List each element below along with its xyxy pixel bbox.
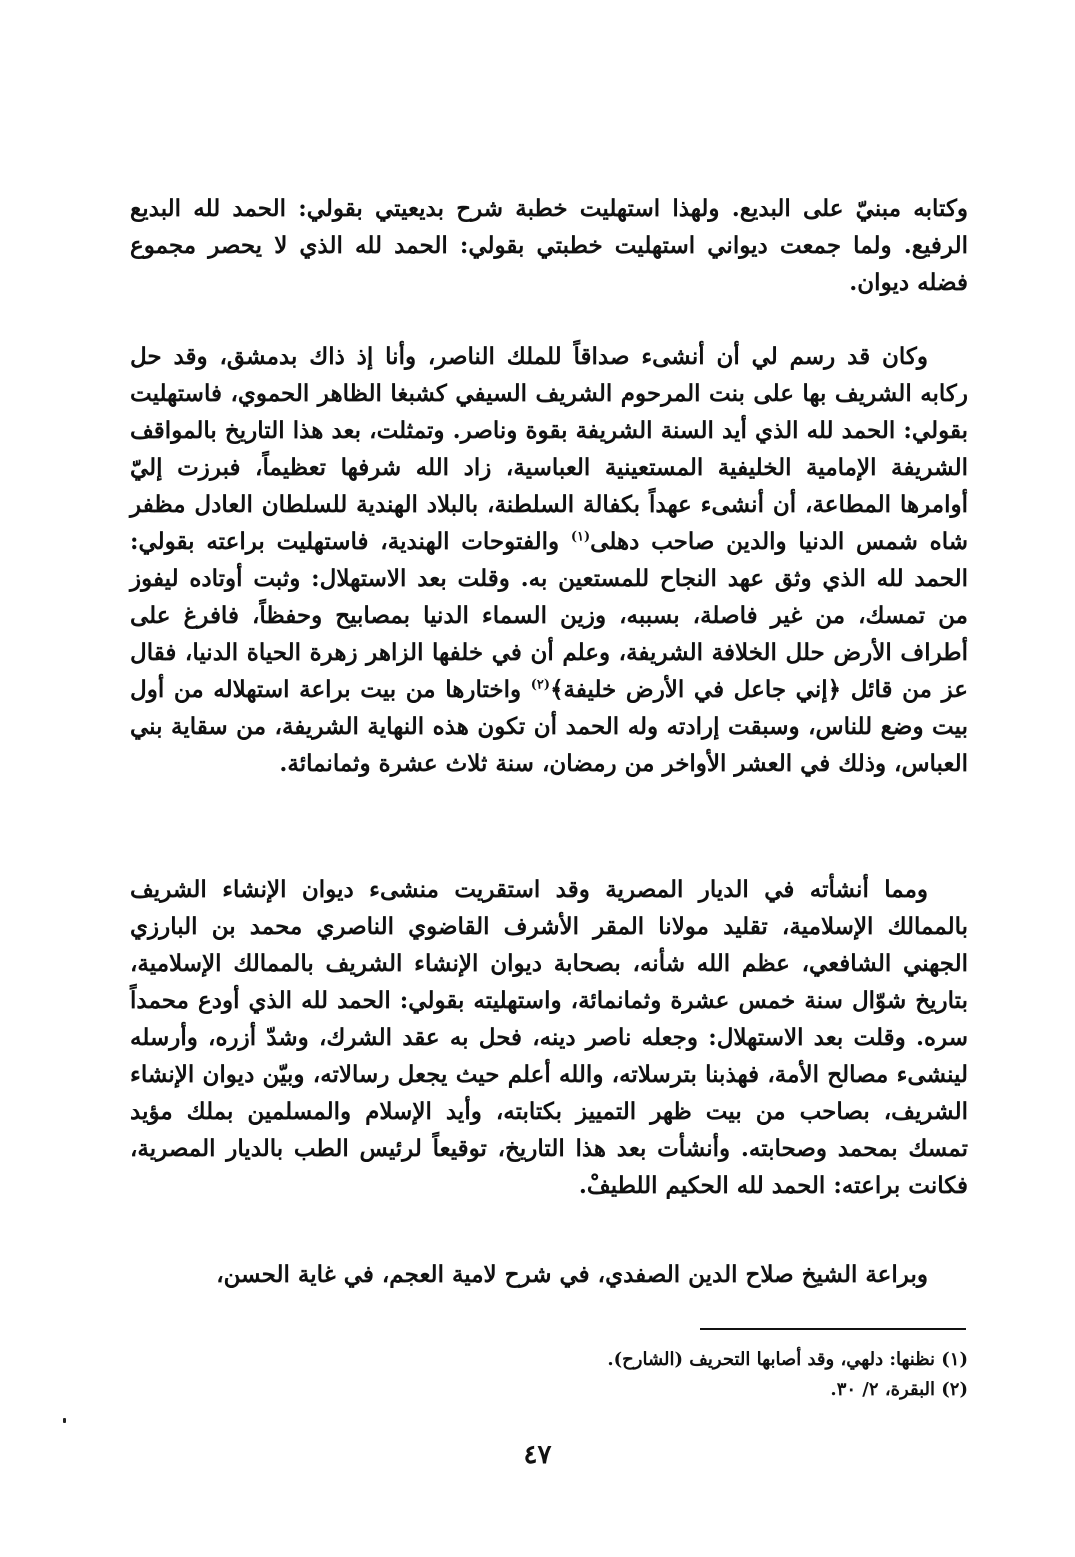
paragraph-2-text-middle: والفتوحات الهندية، فاستهليت براعته بقولي: الحمد لله الذي وثق عهد النجاح للمستعين به. وقلت بعد الاستهلال: وثبت أوتاده ليفوز من تمسك، من غير فاصلة، بسببه، وزين السماء الدنيا بمصابيح وحفظاً، فافرغ على أطراف الأرض حلل الخلافة الشريفة، وعلم أن في خلفها الزاهر زهرة الحياة الدنيا، فقال عز من قائل [130, 528, 968, 703]
paragraph-1 [130, 190, 968, 301]
paragraph-2-text-before: وكان قد رسم لي أن أنشىء صداقاً للملك الناصر، وأنا إذ ذاك بدمشق، وقد حل ركابه الشريف بها على بنت المرحوم الشريف السيفي كشبغا الظاهر الحموي، فاستهليت بقولي: الحمد لله الذي أيد السنة الشريفة بقوة وناصر. وتمثلت، بعد هذا التاريخ بالمواقف الشريفة الإمامية الخليفية المستعينية العباسية، زاد الله شرفها تعظيماً، فبرزت إليّ أوامرها المطاعة، أن أنشىء عهداً بكفالة السلطنة، بالبلاد الهندية للسلطان العادل مظفر شاه شمس الدنيا والدين صاحب دهلى [130, 343, 968, 555]
paragraph-3 [130, 871, 968, 1204]
footnote-2: (٢) البقرة، ٢/ ٣٠. [830, 1379, 968, 1400]
footnote-1: (١) نظنها: دلهي، وقد أصابها التحريف (الشارح). [607, 1349, 968, 1370]
footnotes [500, 1345, 968, 1405]
paragraph-4-text: وبراعة الشيخ صلاح الدين الصفدي، في شرح لامية العجم، في غاية الحسن، [216, 1261, 928, 1288]
quran-quote: ﴿إني جاعل في الأرض خليفة﴾ [550, 676, 842, 703]
footnote-divider [700, 1328, 966, 1330]
paragraph-3-text: ومما أنشأته في الديار المصرية وقد استقريت منشىء ديوان الإنشاء الشريف بالممالك الإسلامية، تقليد مولانا المقر الأشرف القاضوي الناصري محمد بن البارزي الجهني الشافعي، عظم الله شأنه، بصحابة ديوان الإنشاء الشريف بالممالك الإسلامية، بتاريخ شوّال سنة خمس عشرة وثمانمائة، واستهليته بقولي: الحمد لله الذي أودع محمداً سره. وقلت بعد الاستهلال: وجعله ناصر دينه، فحل به عقد الشرك، وشدّ أزره، وأرسله لينشىء مصالح الأمة، فهذبنا بترسلاته، والله أعلم حيث يجعل رسالاته، وبيّن ديوان الإنشاء الشريف، بصاحب من بيت ظهر التمييز بكتابته، وأيد الإسلام والمسلمين بملك مؤيد تمسك بمحمد وصحابته. وأنشأت بعد هذا التاريخ، توقيعاً لرئيس الطب بالديار المصرية، فكانت براعته: الحمد لله الحكيم اللطيفْ. [130, 876, 968, 1199]
paragraph-4 [130, 1256, 968, 1293]
footnote-reference-2: (٢) [530, 677, 551, 693]
page-number: ٤٧ [523, 1440, 552, 1470]
paragraph-2 [130, 338, 968, 782]
paragraph-2-body [130, 338, 968, 782]
scan-speck [63, 1418, 66, 1423]
paragraph-1-text: وكتابه مبنيّ على البديع. ولهذا استهليت خطبة شرح بديعيتي بقولي: الحمد لله البديع الرفيع. ولما جمعت ديواني استهليت خطبتي بقولي: الحمد لله الذي لا يحصر مجموع فضله ديوان. [130, 195, 968, 296]
paragraph-2-text-after: واختارها من بيت براعة استهلاله من أول بيت وضع للناس، وسبقت إرادته وله الحمد أن تكون هذه النهاية الشريفة، من سقاية بني العباس، وذلك في العشر الأواخر من رمضان، سنة ثلاث عشرة وثمانمائة. [130, 676, 968, 777]
footnote-reference-1: (١) [570, 529, 591, 545]
